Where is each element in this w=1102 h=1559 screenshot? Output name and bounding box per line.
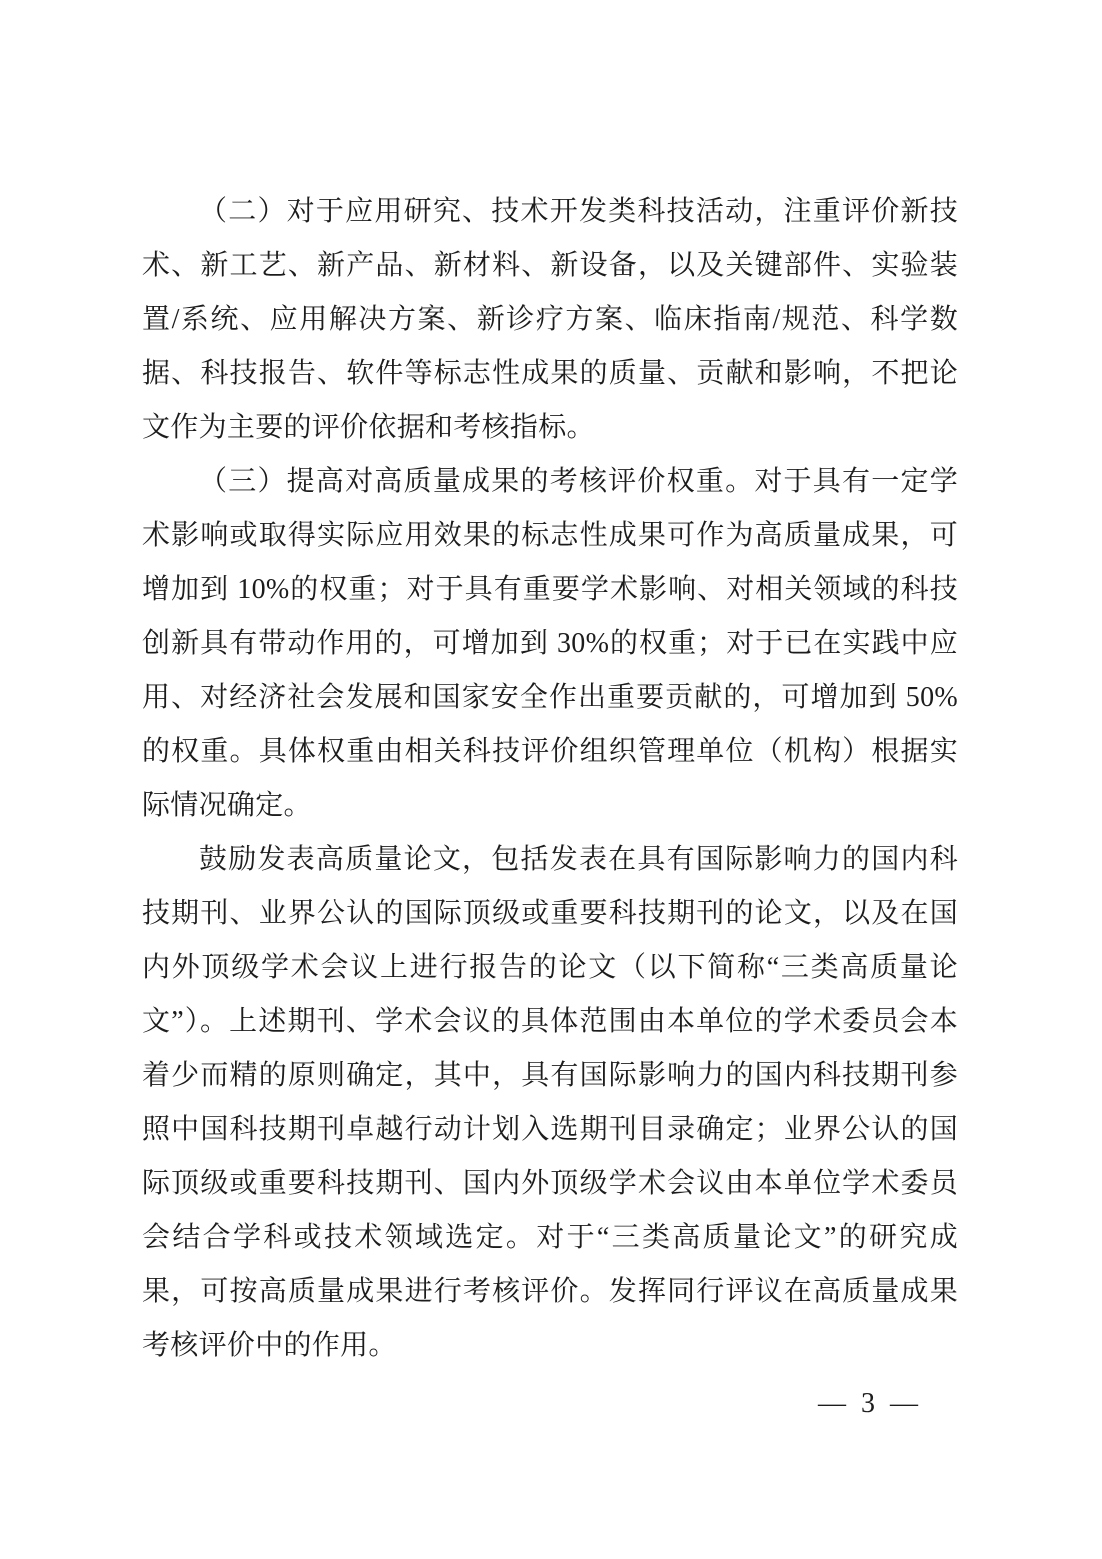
text-line: 术、新工艺、新产品、新材料、新设备，以及关键部件、实验装 (142, 250, 958, 281)
text-line: 着少而精的原则确定，其中，具有国际影响力的国内科技期刊参 (142, 1060, 958, 1091)
text-line: 用、对经济社会发展和国家安全作出重要贡献的，可增加到 50% (142, 682, 958, 713)
text-line: 的权重。具体权重由相关科技评价组织管理单位（机构）根据实 (142, 736, 958, 767)
text-line: 照中国科技期刊卓越行动计划入选期刊目录确定；业界公认的国 (142, 1114, 958, 1145)
text-line: 术影响或取得实际应用效果的标志性成果可作为高质量成果，可 (142, 520, 958, 551)
text-line: 据、科技报告、软件等标志性成果的质量、贡献和影响，不把论 (142, 358, 958, 389)
text-line: 际情况确定。 (142, 790, 312, 821)
text-line: 际顶级或重要科技期刊、国内外顶级学术会议由本单位学术委员 (142, 1168, 958, 1199)
page-number: — 3 — (818, 1388, 922, 1419)
text-line: 鼓励发表高质量论文，包括发表在具有国际影响力的国内科 (199, 844, 958, 875)
document-body (142, 185, 958, 1373)
text-line: 文作为主要的评价依据和考核指标。 (142, 412, 595, 443)
text-line: 技期刊、业界公认的国际顶级或重要科技期刊的论文，以及在国 (142, 898, 958, 929)
text-line: （三）提高对高质量成果的考核评价权重。对于具有一定学 (199, 466, 958, 497)
text-line: 内外顶级学术会议上进行报告的论文（以下简称“三类高质量论 (142, 952, 958, 983)
text-line: 会结合学科或技术领域选定。对于“三类高质量论文”的研究成 (142, 1222, 958, 1253)
text-line: 文”）。上述期刊、学术会议的具体范围由本单位的学术委员会本 (142, 1006, 958, 1037)
text-line: 考核评价中的作用。 (142, 1330, 397, 1361)
text-line: 置/系统、应用解决方案、新诊疗方案、临床指南/规范、科学数 (142, 304, 958, 335)
text-line: 果，可按高质量成果进行考核评价。发挥同行评议在高质量成果 (142, 1276, 958, 1307)
text-line: 创新具有带动作用的，可增加到 30%的权重；对于已在实践中应 (142, 628, 958, 659)
text-line: 增加到 10%的权重；对于具有重要学术影响、对相关领域的科技 (142, 574, 958, 605)
text-line: （二）对于应用研究、技术开发类科技活动，注重评价新技 (199, 196, 958, 227)
